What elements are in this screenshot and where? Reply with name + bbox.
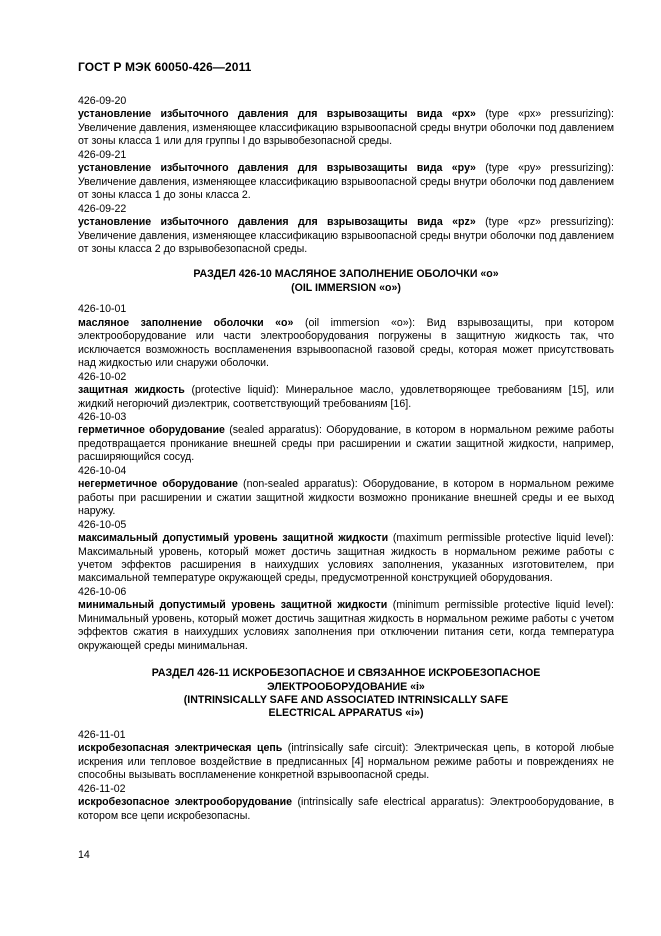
entry-block-3 [78, 729, 614, 823]
entry-block-2 [78, 303, 614, 653]
term-entry [78, 162, 614, 202]
term-number: 426-10-03 [78, 410, 127, 423]
term-definition: (intrinsically safe electrical apparatus): Электрооборудование, в котором все цепи искробезопасны. [78, 796, 615, 822]
section-title-english: (OIL IMMERSION «o») [291, 281, 401, 294]
term-title: минимальный допустимый уровень защитной жидкости [78, 599, 388, 612]
term-entry [78, 742, 614, 782]
term-number: 426-10-05 [78, 518, 127, 531]
term-number: 426-10-06 [78, 585, 127, 598]
term-definition: (intrinsically safe circuit): Электрическая цепь, в которой любые искрения или тепловое воздействие в предписанных [4] нормальном режиме работы и повреждениях не способны вызывать воспламенение конкретной взрывоопасной среды. [78, 742, 614, 782]
term-definition: (protective liquid): Минеральное масло, удовлетворяющее требованиям [15], или жидкий негорючий диэлектрик, соответствующий требованиям [16]. [78, 384, 614, 410]
term-number: 426-09-20 [78, 95, 127, 107]
page-content [78, 95, 614, 823]
term-entry [78, 478, 614, 518]
term-title: установление избыточного давления для взрывозащиты вида «py» [78, 162, 476, 175]
term-entry [78, 424, 614, 464]
term-title: защитная жидкость [78, 384, 185, 397]
term-title: масляное заполнение оболочки «о» [78, 316, 294, 329]
term-number: 426-10-04 [78, 464, 127, 477]
section-title: РАЗДЕЛ 426-10 МАСЛЯНОЕ ЗАПОЛНЕНИЕ ОБОЛОЧКИ «о» [193, 268, 499, 281]
term-entry [78, 384, 614, 411]
term-definition: (type «py» pressurizing): Увеличение давления, изменяющее классификацию взрывоопасной среды внутри оболочки под давлением от зоны класса 1 до зоны класса 2. [78, 162, 614, 202]
term-entry [78, 216, 614, 256]
term-title: установление избыточного давления для взрывозащиты вида «px» [78, 108, 476, 121]
section-title-english: (INTRINSICALLY SAFE AND ASSOCIATED INTRINSICALLY SAFE [183, 694, 509, 707]
term-number: 426-11-01 [78, 728, 126, 741]
page-header-standard-title: ГОСТ Р МЭК 60050-426—2011 [78, 60, 252, 74]
term-number: 426-11-02 [78, 782, 126, 795]
section-title: ЭЛЕКТРООБОРУДОВАНИЕ «i» [267, 680, 425, 693]
term-definition: (minimum permissible protective liquid level): Минимальный уровень, который может достичь защитная жидкость в нормальном режиме работы с учетом эффектов сжатия в наихудших условиях заполнения при отключении питания сети, когда температура окружающей среды минимальная. [78, 599, 614, 652]
term-title: герметичное оборудование [78, 424, 225, 437]
section-heading-426-10 [78, 268, 614, 295]
page-number: 14 [78, 849, 90, 861]
term-entry [78, 108, 614, 148]
term-definition: (maximum permissible protective liquid level): Максимальный уровень, который может достичь защитная жидкость в нормальном режиме работы с учетом эффектов расширения в наихудших условиях заполнения, указанных изготовителем, при максимальной температуре окружающей среды, предусмотренной конструкцией оборудования. [78, 532, 615, 585]
term-title: искробезопасная электрическая цепь [78, 742, 283, 755]
section-heading-426-11 [78, 667, 614, 721]
term-entry [78, 599, 614, 653]
term-definition: (type «px» pressurizing): Увеличение давления, изменяющее классификацию взрывоопасной среды внутри оболочки под давлением от зоны класса 1 или для группы I до взрывобезопасной среды. [78, 108, 614, 148]
term-title: установление избыточного давления для взрывозащиты вида «pz» [78, 216, 476, 229]
section-title: РАЗДЕЛ 426-11 ИСКРОБЕЗОПАСНОЕ И СВЯЗАННОЕ ИСКРОБЕЗОПАСНОЕ [151, 667, 541, 680]
term-entry [78, 796, 614, 823]
term-number: 426-10-02 [78, 370, 127, 383]
term-number: 426-10-01 [78, 303, 127, 316]
term-number: 426-09-21 [78, 148, 127, 161]
term-title: искробезопасное электрооборудование [78, 796, 293, 809]
term-definition: (type «pz» pressurizing): Увеличение давления, изменяющее классификацию взрывоопасной среды внутри оболочки под давлением от зоны класса 2 до взрывобезопасной среды. [78, 216, 615, 255]
term-definition: (oil immersion «o»): Вид взрывозащиты, при котором электрооборудование или части электрооборудования погружены в защитную жидкость так, что исключается возможность воспламенения взрывоопасной газовой среды, которая может присутствовать над жидкостью или снаружи оболочки. [78, 316, 614, 370]
term-entry [78, 317, 614, 371]
term-title: негерметичное оборудование [78, 478, 238, 491]
term-title: максимальный допустимый уровень защитной жидкости [78, 532, 389, 545]
term-definition: (sealed apparatus): Оборудование, в котором в нормальном режиме работы предотвращается проникание внешней среды при расширении и сжатии защитной жидкости, например, расширяющийся сосуд. [78, 424, 614, 464]
section-title-english: ELECTRICAL APPARATUS «i») [268, 707, 424, 720]
term-entry [78, 532, 614, 586]
term-number: 426-09-22 [78, 202, 127, 215]
entry-block-1 [78, 95, 614, 256]
term-definition: (non-sealed apparatus): Оборудование, в котором в нормальном режиме работы при расширении и сжатии защитной жидкости возможно проникание внешней среды и ее выход наружу. [78, 478, 614, 518]
